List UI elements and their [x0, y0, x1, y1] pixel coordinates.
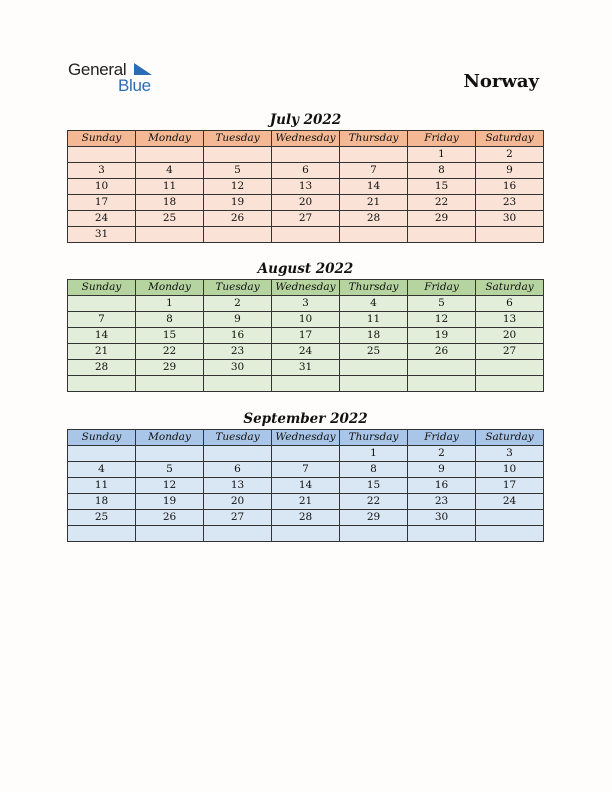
day-cell: 17: [68, 195, 136, 211]
day-cell: 2: [408, 446, 476, 462]
day-cell: 16: [204, 328, 272, 344]
day-cell: 19: [136, 494, 204, 510]
week-row: [68, 526, 544, 542]
week-row: [68, 163, 544, 179]
day-cell: 18: [68, 494, 136, 510]
week-row: [68, 510, 544, 526]
day-cell: 18: [136, 195, 204, 211]
weekday-header-row: [68, 280, 544, 296]
day-cell: 4: [340, 296, 408, 312]
day-cell: 10: [272, 312, 340, 328]
week-row: [68, 147, 544, 163]
day-cell: 2: [476, 147, 544, 163]
weekday-header: Wednesday: [272, 280, 340, 296]
day-cell: 28: [272, 510, 340, 526]
weekday-header: Sunday: [68, 280, 136, 296]
week-row: [68, 494, 544, 510]
day-cell: [68, 296, 136, 312]
day-cell: 4: [68, 462, 136, 478]
brand-word-general: General: [68, 60, 127, 79]
day-cell: 29: [340, 510, 408, 526]
day-cell: [408, 227, 476, 243]
day-cell: 21: [340, 195, 408, 211]
month-title: July 2022: [269, 112, 342, 128]
day-cell: 15: [408, 179, 476, 195]
day-cell: 23: [408, 494, 476, 510]
day-cell: 12: [136, 478, 204, 494]
day-cell: 30: [204, 360, 272, 376]
day-cell: 5: [136, 462, 204, 478]
day-cell: [68, 147, 136, 163]
day-cell: 18: [340, 328, 408, 344]
weekday-header: Tuesday: [204, 131, 272, 147]
day-cell: 6: [204, 462, 272, 478]
day-cell: 2: [204, 296, 272, 312]
day-cell: 13: [272, 179, 340, 195]
weekday-header: Thursday: [340, 131, 408, 147]
weekday-header: Wednesday: [272, 430, 340, 446]
day-cell: 23: [204, 344, 272, 360]
day-cell: 16: [476, 179, 544, 195]
day-cell: [136, 227, 204, 243]
day-cell: 7: [272, 462, 340, 478]
weekday-header: Friday: [408, 131, 476, 147]
week-row: [68, 344, 544, 360]
day-cell: 20: [272, 195, 340, 211]
day-cell: 11: [68, 478, 136, 494]
day-cell: 9: [204, 312, 272, 328]
weekday-header: Sunday: [68, 131, 136, 147]
day-cell: 17: [476, 478, 544, 494]
day-cell: [204, 526, 272, 542]
day-cell: 12: [408, 312, 476, 328]
day-cell: 6: [476, 296, 544, 312]
day-cell: [340, 376, 408, 392]
week-row: [68, 296, 544, 312]
day-cell: [340, 147, 408, 163]
day-cell: 22: [408, 195, 476, 211]
day-cell: [204, 446, 272, 462]
day-cell: 1: [340, 446, 408, 462]
day-cell: 12: [204, 179, 272, 195]
weekday-header: Saturday: [476, 280, 544, 296]
day-cell: [68, 446, 136, 462]
brand-word-blue: Blue: [118, 76, 151, 95]
day-cell: 14: [340, 179, 408, 195]
day-cell: 25: [340, 344, 408, 360]
day-cell: 10: [476, 462, 544, 478]
weekday-header-row: [68, 430, 544, 446]
day-cell: 9: [476, 163, 544, 179]
day-cell: 13: [476, 312, 544, 328]
weekday-header: Friday: [408, 280, 476, 296]
day-cell: 1: [136, 296, 204, 312]
day-cell: 8: [340, 462, 408, 478]
day-cell: 11: [136, 179, 204, 195]
weekday-header: Wednesday: [272, 131, 340, 147]
week-row: [68, 478, 544, 494]
weekday-header: Tuesday: [204, 280, 272, 296]
month-september: [67, 410, 544, 542]
day-cell: [68, 526, 136, 542]
day-cell: 15: [136, 328, 204, 344]
day-cell: [272, 227, 340, 243]
day-cell: 14: [272, 478, 340, 494]
day-cell: [476, 227, 544, 243]
day-cell: [136, 147, 204, 163]
day-cell: 21: [68, 344, 136, 360]
day-cell: 8: [136, 312, 204, 328]
calendar-table: [67, 429, 544, 542]
week-row: [68, 462, 544, 478]
day-cell: [272, 446, 340, 462]
month-title: August 2022: [257, 261, 354, 277]
day-cell: 24: [68, 211, 136, 227]
weekday-header: Thursday: [340, 280, 408, 296]
day-cell: 3: [68, 163, 136, 179]
day-cell: [68, 376, 136, 392]
day-cell: 21: [272, 494, 340, 510]
day-cell: 6: [272, 163, 340, 179]
day-cell: 31: [68, 227, 136, 243]
day-cell: 29: [136, 360, 204, 376]
day-cell: 5: [408, 296, 476, 312]
day-cell: [272, 147, 340, 163]
day-cell: 10: [68, 179, 136, 195]
day-cell: 11: [340, 312, 408, 328]
day-cell: 1: [408, 147, 476, 163]
week-row: [68, 376, 544, 392]
day-cell: 13: [204, 478, 272, 494]
day-cell: [272, 526, 340, 542]
day-cell: 16: [408, 478, 476, 494]
day-cell: 26: [136, 510, 204, 526]
week-row: [68, 195, 544, 211]
day-cell: [408, 376, 476, 392]
day-cell: [136, 446, 204, 462]
day-cell: 7: [340, 163, 408, 179]
day-cell: 15: [340, 478, 408, 494]
day-cell: 22: [340, 494, 408, 510]
day-cell: 3: [272, 296, 340, 312]
weekday-header: Monday: [136, 131, 204, 147]
day-cell: 19: [204, 195, 272, 211]
weekday-header: Sunday: [68, 430, 136, 446]
week-row: [68, 211, 544, 227]
day-cell: [340, 227, 408, 243]
week-row: [68, 312, 544, 328]
day-cell: 20: [204, 494, 272, 510]
day-cell: [204, 227, 272, 243]
week-row: [68, 446, 544, 462]
day-cell: 8: [408, 163, 476, 179]
month-august: [67, 260, 544, 392]
day-cell: 7: [68, 312, 136, 328]
day-cell: 22: [136, 344, 204, 360]
week-row: [68, 179, 544, 195]
week-row: [68, 227, 544, 243]
month-title: September 2022: [243, 411, 368, 427]
weekday-header: Tuesday: [204, 430, 272, 446]
weekday-header: Monday: [136, 430, 204, 446]
month-july: [67, 111, 544, 243]
day-cell: [204, 147, 272, 163]
day-cell: 20: [476, 328, 544, 344]
flag-icon: [134, 63, 154, 77]
day-cell: [340, 526, 408, 542]
day-cell: 27: [272, 211, 340, 227]
calendar-table: [67, 130, 544, 243]
week-row: [68, 360, 544, 376]
day-cell: [408, 526, 476, 542]
day-cell: 9: [408, 462, 476, 478]
day-cell: 27: [476, 344, 544, 360]
day-cell: 25: [136, 211, 204, 227]
day-cell: [476, 526, 544, 542]
day-cell: [476, 510, 544, 526]
country-title: Norway: [463, 71, 539, 92]
day-cell: 26: [204, 211, 272, 227]
weekday-header: Saturday: [476, 131, 544, 147]
day-cell: 4: [136, 163, 204, 179]
day-cell: 29: [408, 211, 476, 227]
weekday-header: Friday: [408, 430, 476, 446]
week-row: [68, 328, 544, 344]
weekday-header: Saturday: [476, 430, 544, 446]
day-cell: 31: [272, 360, 340, 376]
day-cell: [340, 360, 408, 376]
day-cell: 3: [476, 446, 544, 462]
weekday-header-row: [68, 131, 544, 147]
day-cell: 27: [204, 510, 272, 526]
day-cell: 30: [408, 510, 476, 526]
day-cell: [136, 376, 204, 392]
day-cell: [408, 360, 476, 376]
day-cell: [136, 526, 204, 542]
day-cell: 19: [408, 328, 476, 344]
day-cell: 24: [272, 344, 340, 360]
day-cell: [476, 360, 544, 376]
day-cell: [204, 376, 272, 392]
day-cell: 17: [272, 328, 340, 344]
day-cell: 14: [68, 328, 136, 344]
day-cell: 23: [476, 195, 544, 211]
day-cell: 28: [68, 360, 136, 376]
day-cell: 26: [408, 344, 476, 360]
day-cell: [476, 376, 544, 392]
brand-logo: [68, 60, 168, 96]
day-cell: 24: [476, 494, 544, 510]
day-cell: 28: [340, 211, 408, 227]
day-cell: 30: [476, 211, 544, 227]
calendar-table: [67, 279, 544, 392]
weekday-header: Monday: [136, 280, 204, 296]
day-cell: [272, 376, 340, 392]
day-cell: 25: [68, 510, 136, 526]
weekday-header: Thursday: [340, 430, 408, 446]
day-cell: 5: [204, 163, 272, 179]
